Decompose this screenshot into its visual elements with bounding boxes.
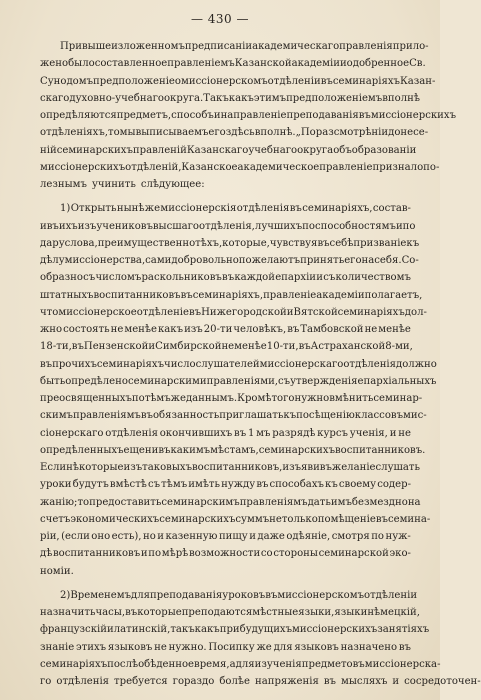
text-line: французскій и латинскій, такъ какъ при будущихъ миссіонерскихъ занятіяхъ: [40, 624, 430, 636]
text-line: опредѣляются предметъ, способъ и направленіе преподаванія въ миссіонерскихъ: [40, 110, 457, 121]
text-line: лезнымъ учинить слѣдующее:: [40, 179, 205, 190]
text-line: миссіонерскихъ отдѣленій, Казанское академическое правленіе признало по-: [40, 161, 440, 173]
text-line: назначить часы, въ которые преподаются мѣстные языки, языки нѣмецкій,: [40, 607, 420, 618]
page-number: — 430 —: [190, 12, 250, 26]
text-line: опредѣленныхъ еще ни въ какимъ мѣстамъ, семинарскихъ воспитанниковъ.: [40, 444, 426, 456]
text-line: Если нѣкоторые изъ таковыхъ воспитанниковъ, изъявивъ желаніе слушать: [40, 462, 421, 473]
text-line: въ прочихъ семинаріяхъ число слушателей миссіонерскаго отдѣленія должно: [40, 358, 437, 370]
text-line: знаніе этихъ языковъ не нужно. Посипку же для языковъ назначено въ: [40, 641, 411, 653]
text-line: Сунодомъ предположеніе о миссіонерскомъ отдѣленіи въ семинаріяхъ Казан-: [40, 75, 436, 87]
text-line: штатныхъ воспитанниковъ въ семинаріяхъ, правленіе академіи полагаетъ,: [40, 289, 423, 301]
text-line: сіонерскаго отдѣленія окончившихъ въ 1 мъ разрядѣ курсъ ученія, и не: [40, 427, 411, 439]
paragraph: [40, 38, 457, 193]
text-line: го отдѣленія требуется гораздо болѣе напряженія въ мысляхъ и сосредоточен-: [40, 676, 481, 687]
text-line: быть опредѣлено семинарскими правленіями, съ утвержденія епархіальныхъ: [40, 375, 437, 387]
text-line: преосвященныхъ по тѣмъ же даннымъ. Кромѣ того нужно вмѣнить семинар-: [40, 393, 423, 404]
text-line: уроки будутъ вмѣстѣ съ тѣмъ имѣть нужду въ способахъ къ своему содер-: [40, 479, 411, 491]
text-line: что миссіонерское отдѣленіе въ Нижегородской и Вятской семинаріяхъ дол-: [40, 306, 427, 318]
text-line: жно состоять не менѣе какъ изъ 20-ти человѣкъ, въ Тамбовской не менѣе: [40, 324, 411, 335]
text-line: счетъ экономическихъ семинарскихъ суммъ не только помѣщеніе въ семина-: [40, 513, 431, 525]
text-line: семинаріяхъ послѣобѣденное время, а для изученія предметовъ миссіонерска-: [40, 658, 441, 670]
text-line: дару слова, преимущественно тѣхъ, которые, чувствуя въ себѣ призваніе къ: [40, 237, 420, 249]
text-line: жанію; то предоставить семинарскимъ правленіямъ дать имъ безмездно на: [40, 496, 421, 508]
text-line: ній семинарскихъ правленій Казанскаго учебнаго округа объ образованіи: [40, 144, 417, 156]
paragraph: [40, 587, 481, 691]
text-line: При вышеизложенномъ предписаніи академическаго правленія прило-: [60, 41, 429, 52]
text-line: номіи.: [40, 565, 74, 577]
paragraph-gap: [40, 580, 411, 587]
text-line: скаго духовно-учебнаго округа. Такъ какъ этимъ предположеніемъ вполнѣ: [40, 92, 420, 104]
body-text: [40, 38, 481, 690]
text-line: ріи, (если оно есть), но и казенную пищу и даже одѣяніе, смотря по нуж-: [40, 531, 411, 542]
text-line: отдѣленіяхъ, то мы выписываемъ его здѣсь вполнѣ. „По разсмотрѣніи донесе-: [40, 127, 429, 139]
text-line: дѣлу миссіонерства, сами добровольно пожелаютъ принять его на себя. Со-: [40, 255, 419, 266]
text-line: 18-ти, въ Пензенской и Симбирской не менѣе 10-ти, въ Астраханской 8-ми,: [40, 341, 413, 353]
text-line: 1) Открыть нынѣ же миссіонерскія отдѣленія въ семинаріяхъ, состав-: [60, 203, 411, 215]
text-line: скимъ правленіямъ въ обязанность приглашать къ посѣщенію классовъ мис-: [40, 410, 427, 422]
text-line: дѣ воспитанниковъ и по мѣрѣ возможности со стороны семинарской эко-: [40, 548, 411, 560]
paragraph: [40, 200, 437, 580]
text-line: жено было составленное правленіемъ Казанской академіи и одобренное Св.: [40, 58, 426, 70]
paragraph-gap: [40, 193, 411, 200]
text-line: ивъ ихъ изъ учениковъ высшаго отдѣленія, лучшихъ по способностямъ и по: [40, 220, 416, 232]
text-line: образно съ числомъ раскольниковъ въ каждой епархіи и съ количествомъ: [40, 272, 411, 284]
text-line: 2) Временемъ для преподаванія уроковъ въ миссіонерскомъ отдѣленіи: [60, 589, 418, 601]
